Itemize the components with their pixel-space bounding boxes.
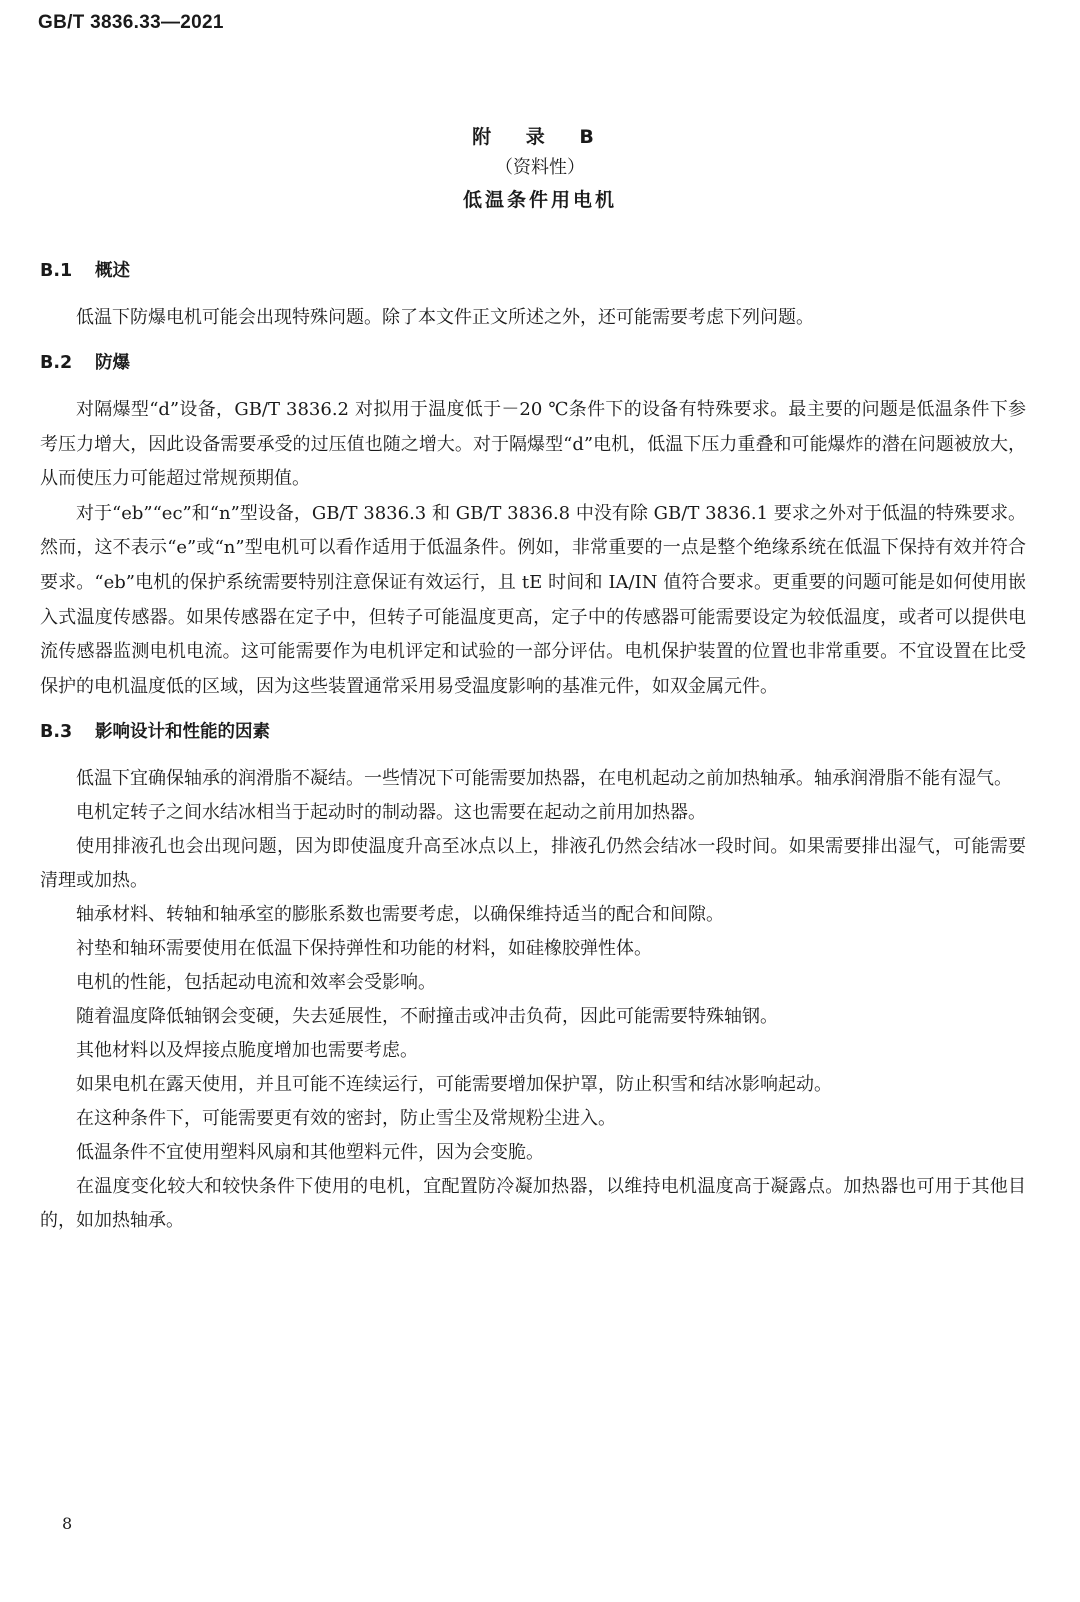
paragraph: 衬垫和轴环需要使用在低温下保持弹性和功能的材料，如硅橡胶弹性体。: [76, 938, 652, 960]
paragraph: 使用排液孔也会出现问题，因为即使温度升高至冰点以上，排液孔仍然会结冰一段时间。如果需要排出湿气，可能需要清理或加热。: [40, 836, 1026, 892]
paragraph: 对隔爆型“d”设备，GB/T 3836.2 对拟用于温度低于－20 ℃条件下的设备有特殊要求。最主要的问题是低温条件下参考压力增大，因此设备需要承受的过压值也随之增大。对于隔爆型“d”电机，低温下压力重叠和可能爆炸的潜在问题被放大，从而使压力可能超过常规预期值。: [40, 399, 1026, 490]
annex-title: 低温条件用电机: [462, 189, 617, 211]
paragraph: 其他材料以及焊接点脆度增加也需要考虑。: [76, 1040, 418, 1062]
paragraph: 对于“eb”“ec”和“n”型设备，GB/T 3836.3 和 GB/T 3836.8 中没有除 GB/T 3836.1 要求之外对于低温的特殊要求。然而，这不表示“e”或“n”型电机可以看作适用于低温条件。例如，非常重要的一点是整个绝缘系统在低温下保持有效并符合要求。“eb”电机的保护系统需要特别注意保证有效运行，且 tE 时间和 IA/IN 值符合要求。更重要的问题可能是如何使用嵌入式温度传感器。如果传感器在定子中，但转子可能温度更高，定子中的传感器可能需要设定为较低温度，或者可以提供电流传感器监测电机电流。这可能需要作为电机评定和试验的一部分评估。电机保护装置的位置也非常重要。不宜设置在比受保护的电机温度低的区域，因为这些装置通常采用易受温度影响的基准元件，如双金属元件。: [40, 502, 1026, 697]
annex-type: （资料性）: [495, 157, 585, 178]
paragraph: 轴承材料、转轴和轴承室的膨胀系数也需要考虑，以确保维持适当的配合和间隙。: [76, 904, 724, 926]
section-number: B.3: [40, 722, 73, 743]
section-number: B.1: [40, 261, 73, 281]
paragraph: 在这种条件下，可能需要更有效的密封，防止雪尘及常规粉尘进入。: [76, 1108, 616, 1130]
annex-label: 附 录 B: [472, 126, 608, 148]
paragraph: 低温条件不宜使用塑料风扇和其他塑料元件，因为会变脆。: [76, 1142, 544, 1164]
page-number: 8: [62, 1514, 73, 1533]
paragraph: 随着温度降低轴钢会变硬，失去延展性，不耐撞击或冲击负荷，因此可能需要特殊轴钢。: [76, 1006, 778, 1028]
section-heading: [40, 257, 1026, 285]
paragraph: 低温下防爆电机可能会出现特殊问题。除了本文件正文所述之外，还可能需要考虑下列问题。: [76, 307, 814, 328]
section-b1: [40, 257, 1026, 335]
annex-heading: [0, 122, 1080, 216]
section-b3: [40, 718, 1026, 1238]
document-body: [40, 257, 1026, 1250]
section-heading: [40, 349, 1026, 377]
paragraph: 在温度变化较大和较快条件下使用的电机，宜配置防冷凝加热器，以维持电机温度高于凝露点。加热器也可用于其他目的，如加热轴承。: [40, 1176, 1026, 1232]
section-b2: [40, 349, 1026, 704]
paragraph: 电机的性能，包括起动电流和效率会受影响。: [76, 972, 436, 994]
section-number: B.2: [40, 353, 73, 373]
standard-number: GB/T 3836.33—2021: [38, 12, 224, 33]
paragraph: 如果电机在露天使用，并且可能不连续运行，可能需要增加保护罩，防止积雪和结冰影响起动。: [76, 1074, 832, 1096]
section-title: 影响设计和性能的因素: [95, 722, 270, 743]
section-title: 概述: [95, 261, 130, 281]
paragraph: 低温下宜确保轴承的润滑脂不凝结。一些情况下可能需要加热器，在电机起动之前加热轴承。轴承润滑脂不能有湿气。: [76, 768, 1012, 790]
paragraph: 电机定转子之间水结冰相当于起动时的制动器。这也需要在起动之前用加热器。: [76, 802, 706, 824]
section-title: 防爆: [95, 353, 130, 373]
section-heading: [40, 718, 1026, 746]
